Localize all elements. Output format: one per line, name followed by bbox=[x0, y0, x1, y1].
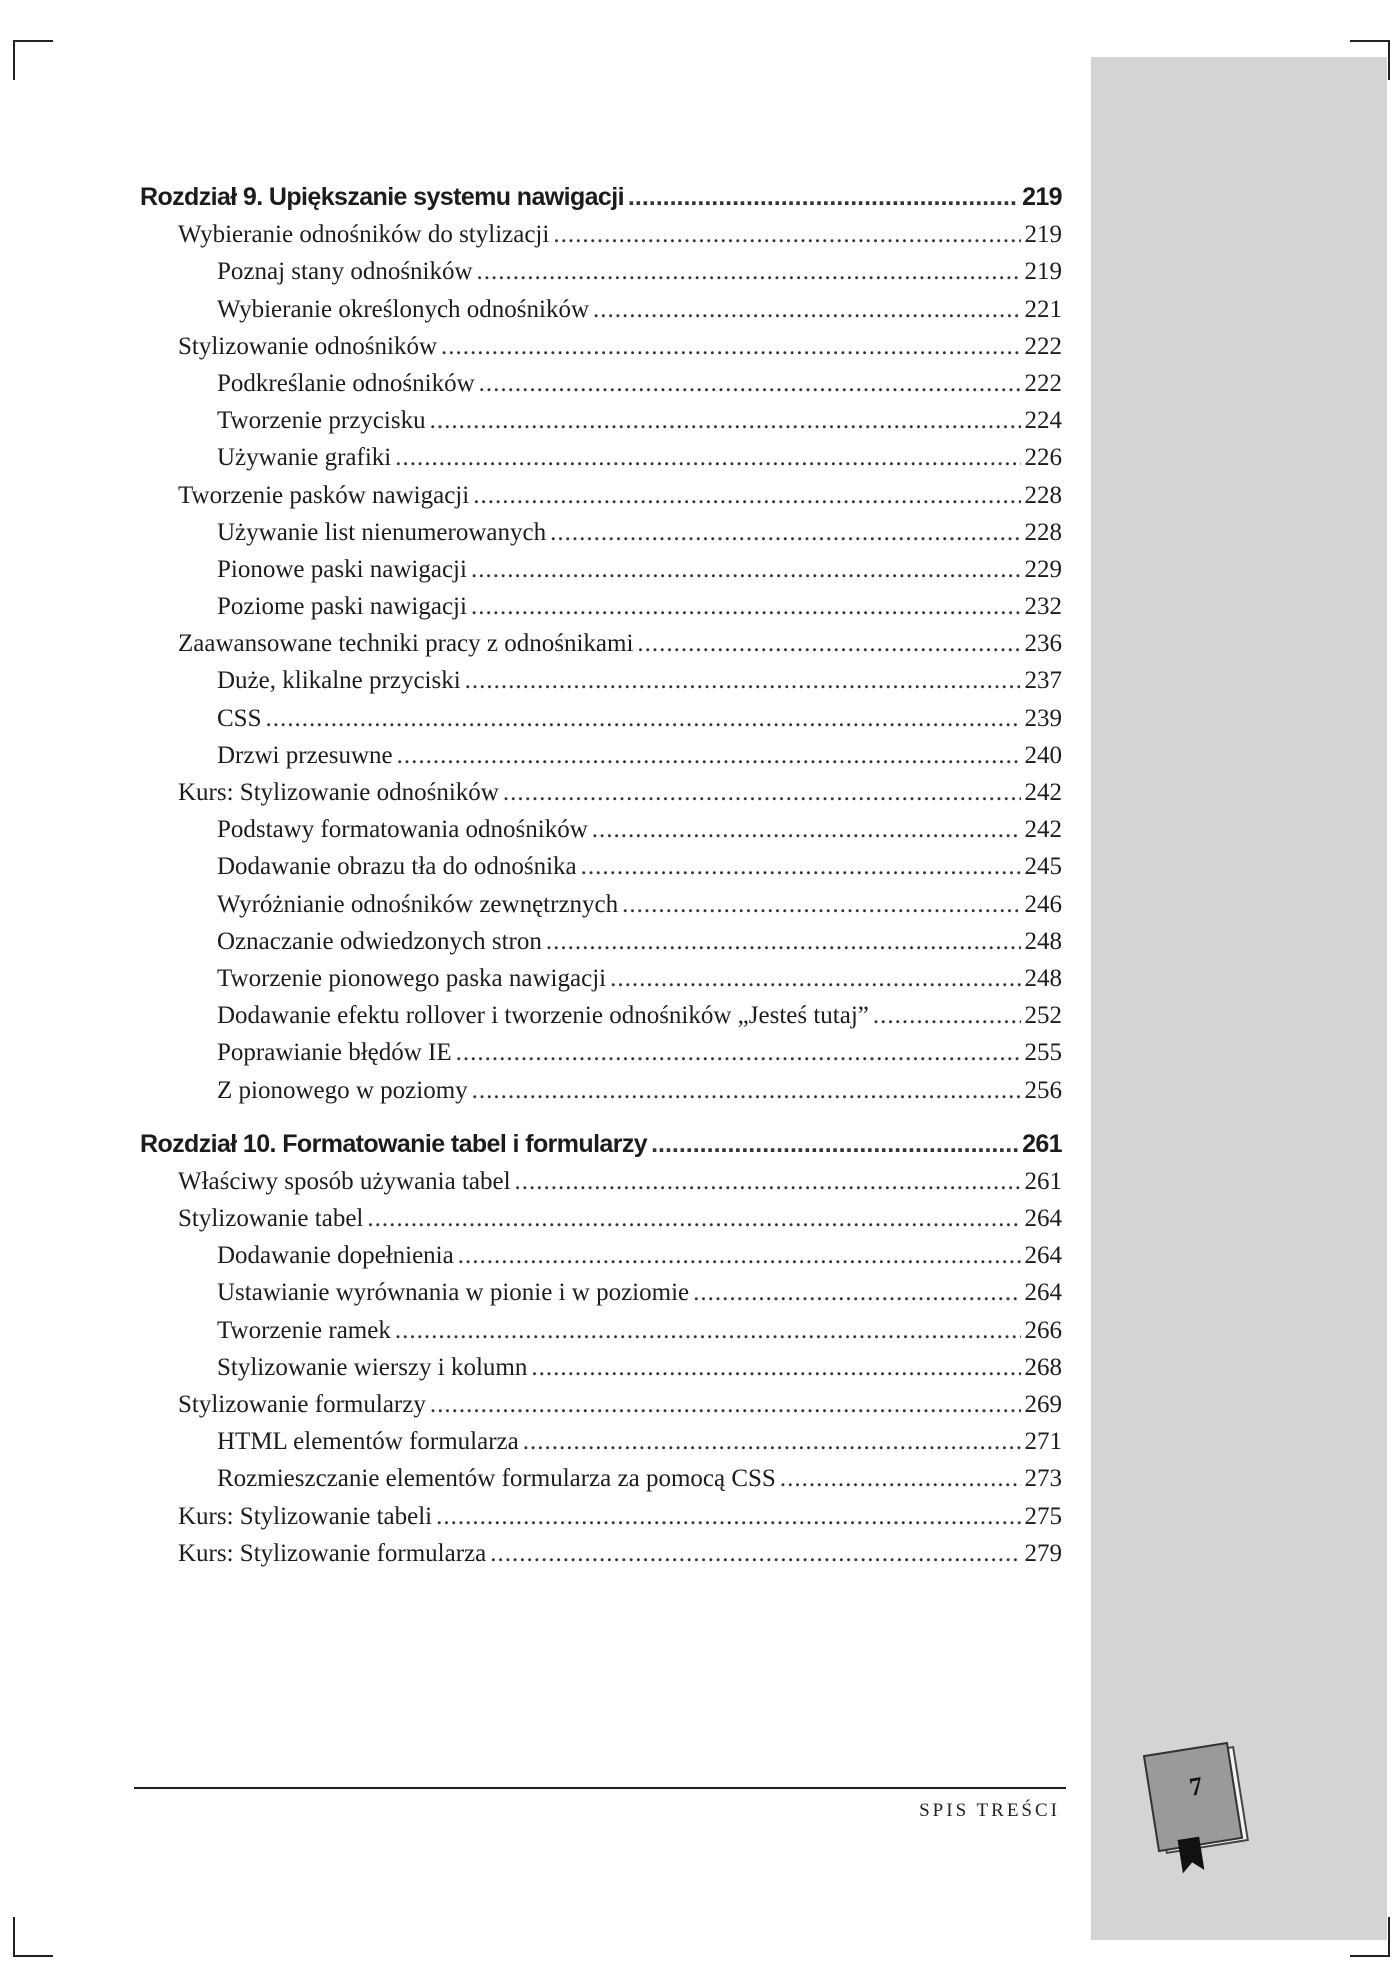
toc-subsection-entry[interactable] bbox=[140, 1312, 1062, 1349]
toc-entry-title: Dodawanie efektu rollover i tworzenie odnośników „Jesteś tutaj” bbox=[217, 1002, 869, 1030]
dot-leader bbox=[610, 960, 1020, 997]
toc-entry-title: Tworzenie przycisku bbox=[217, 407, 426, 435]
toc-page-number: 268 bbox=[1024, 1353, 1062, 1381]
dot-leader bbox=[471, 551, 1021, 588]
toc-page-number: 246 bbox=[1024, 890, 1062, 918]
toc-entry-title: Poziome paski nawigacji bbox=[217, 593, 467, 621]
toc-entry-title: Używanie list nienumerowanych bbox=[217, 518, 547, 546]
page-number: 7 bbox=[1187, 1771, 1205, 1802]
toc-page-number: 255 bbox=[1024, 1039, 1062, 1067]
toc-page-number: 224 bbox=[1024, 407, 1062, 435]
toc-subsection-entry[interactable] bbox=[140, 439, 1062, 476]
toc-section-entry[interactable] bbox=[140, 625, 1062, 662]
toc-entry-title: Właściwy sposób używania tabel bbox=[178, 1167, 511, 1195]
toc-entry-title: Stylizowanie formularzy bbox=[178, 1391, 426, 1418]
toc-page-number: 273 bbox=[1024, 1465, 1062, 1493]
toc-page-number: 232 bbox=[1024, 593, 1062, 621]
toc-entry-title: Z pionowego w poziomy bbox=[217, 1076, 468, 1104]
dot-leader bbox=[477, 253, 1021, 290]
toc-page-number: 237 bbox=[1024, 667, 1062, 695]
toc-page-number: 219 bbox=[1024, 258, 1062, 286]
crop-mark-bottom-left bbox=[13, 1917, 53, 1957]
toc-page-number: 242 bbox=[1024, 779, 1062, 806]
toc-entry-title: Poznaj stany odnośników bbox=[217, 258, 473, 286]
toc-entry-title: Dodawanie dopełnienia bbox=[217, 1242, 454, 1270]
toc-subsection-entry[interactable] bbox=[140, 848, 1062, 885]
dot-leader bbox=[693, 1274, 1020, 1311]
dot-leader bbox=[628, 179, 1018, 216]
toc-entry-title: Drzwi przesuwne bbox=[217, 741, 393, 769]
toc-page-number: 261 bbox=[1022, 1129, 1062, 1158]
toc-subsection-entry[interactable] bbox=[140, 662, 1062, 699]
toc-entry-title: Ustawianie wyrównania w pionie i w poziomie bbox=[217, 1279, 690, 1307]
dot-leader bbox=[395, 1312, 1021, 1349]
dot-leader bbox=[592, 811, 1021, 848]
dot-leader bbox=[550, 514, 1020, 551]
dot-leader bbox=[458, 1237, 1021, 1274]
toc-page-number: 248 bbox=[1024, 927, 1062, 955]
toc-entry-title: Tworzenie pasków nawigacji bbox=[178, 481, 470, 509]
toc-entry-title: CSS bbox=[217, 704, 262, 732]
crop-mark-top-left bbox=[13, 40, 53, 80]
toc-subsection-entry[interactable] bbox=[140, 1072, 1062, 1109]
toc-subsection-entry[interactable] bbox=[140, 514, 1062, 551]
toc-entry-title: Tworzenie ramek bbox=[217, 1316, 391, 1344]
toc-subsection-entry[interactable] bbox=[140, 811, 1062, 848]
dot-leader bbox=[471, 588, 1021, 625]
dot-leader bbox=[523, 1423, 1021, 1460]
toc-entry-title: Rozmieszczanie elementów formularza za pomocą CSS bbox=[217, 1465, 776, 1493]
toc-entry-title: Używanie grafiki bbox=[217, 444, 392, 472]
toc-page-number: 222 bbox=[1024, 369, 1062, 397]
toc-subsection-entry[interactable] bbox=[140, 291, 1062, 328]
dot-leader bbox=[546, 923, 1021, 960]
dot-leader bbox=[430, 1386, 1021, 1423]
toc-page-number: 221 bbox=[1024, 295, 1062, 323]
toc-subsection-entry[interactable] bbox=[140, 997, 1062, 1034]
toc-subsection-entry[interactable] bbox=[140, 1423, 1062, 1460]
toc-entry-title: Kurs: Stylizowanie tabeli bbox=[178, 1502, 433, 1530]
toc-subsection-entry[interactable] bbox=[140, 551, 1062, 588]
dot-leader bbox=[479, 365, 1021, 402]
toc-page-number: 266 bbox=[1024, 1316, 1062, 1344]
toc-page-number: 242 bbox=[1024, 816, 1062, 844]
toc-page-number: 228 bbox=[1024, 481, 1062, 509]
page-side-band bbox=[1091, 57, 1387, 1940]
toc-subsection-entry[interactable] bbox=[140, 1034, 1062, 1071]
toc-entry-title: Oznaczanie odwiedzonych stron bbox=[217, 927, 542, 955]
dot-leader bbox=[515, 1163, 1021, 1200]
toc-page-number: 264 bbox=[1024, 1205, 1062, 1233]
toc-page-number: 252 bbox=[1024, 1002, 1062, 1030]
dot-leader bbox=[553, 216, 1020, 253]
toc-subsection-entry[interactable] bbox=[140, 737, 1062, 774]
dot-leader bbox=[531, 1349, 1020, 1386]
toc-entry-title: Stylizowanie odnośników bbox=[178, 332, 438, 360]
toc-section-entry[interactable] bbox=[140, 1535, 1062, 1572]
dot-leader bbox=[593, 291, 1020, 328]
toc-entry-title: Kurs: Stylizowanie formularza bbox=[178, 1539, 487, 1567]
toc-page-number: 245 bbox=[1024, 853, 1062, 881]
toc-entry-title: Stylizowanie wierszy i kolumn bbox=[217, 1353, 528, 1381]
dot-leader bbox=[397, 737, 1021, 774]
toc-entry-title: Stylizowanie tabel bbox=[178, 1205, 364, 1233]
toc-entry-title: Dodawanie obrazu tła do odnośnika bbox=[217, 853, 577, 881]
toc-section-entry[interactable] bbox=[140, 1386, 1062, 1423]
toc-entry-title: Rozdział 9. Upiększanie systemu nawigacji bbox=[140, 183, 624, 211]
toc-section-entry[interactable] bbox=[140, 1200, 1062, 1237]
dot-leader bbox=[622, 886, 1020, 923]
toc-subsection-entry[interactable] bbox=[140, 1349, 1062, 1386]
toc-page-number: 239 bbox=[1024, 704, 1062, 732]
toc-subsection-entry[interactable] bbox=[140, 1237, 1062, 1274]
toc-page-number: 271 bbox=[1024, 1428, 1062, 1456]
toc-subsection-entry[interactable] bbox=[140, 923, 1062, 960]
toc-chapter-heading[interactable] bbox=[140, 179, 1062, 216]
toc-entry-title: HTML elementów formularza bbox=[217, 1428, 519, 1456]
table-of-contents bbox=[140, 179, 1062, 1572]
dot-leader bbox=[651, 1126, 1018, 1163]
toc-section-entry[interactable] bbox=[140, 216, 1062, 253]
toc-subsection-entry[interactable] bbox=[140, 588, 1062, 625]
toc-section-entry[interactable] bbox=[140, 1163, 1062, 1200]
toc-page-number: 275 bbox=[1024, 1502, 1062, 1530]
dot-leader bbox=[265, 700, 1020, 737]
footer-section-label: SPIS TREŚCI bbox=[919, 1800, 1060, 1821]
toc-page-number: 219 bbox=[1024, 221, 1062, 249]
toc-page-number: 248 bbox=[1024, 964, 1062, 992]
toc-entry-title: Poprawianie błędów IE bbox=[217, 1039, 452, 1067]
dot-leader bbox=[473, 477, 1020, 514]
dot-leader bbox=[873, 997, 1021, 1034]
toc-page-number: 256 bbox=[1024, 1076, 1062, 1104]
toc-entry-title: Pionowe paski nawigacji bbox=[217, 555, 467, 583]
toc-page-number: 228 bbox=[1024, 518, 1062, 546]
toc-subsection-entry[interactable] bbox=[140, 1460, 1062, 1497]
toc-chapter-heading[interactable] bbox=[140, 1126, 1062, 1163]
toc-entry-title: Zaawansowane techniki pracy z odnośnikami bbox=[178, 630, 634, 658]
toc-subsection-entry[interactable] bbox=[140, 253, 1062, 290]
toc-page-number: 229 bbox=[1024, 555, 1062, 583]
toc-entry-title: Tworzenie pionowego paska nawigacji bbox=[217, 964, 607, 992]
toc-subsection-entry[interactable] bbox=[140, 1274, 1062, 1311]
toc-section-entry[interactable] bbox=[140, 477, 1062, 514]
toc-entry-title: Duże, klikalne przyciski bbox=[217, 667, 461, 695]
toc-chapter bbox=[140, 179, 1062, 1109]
toc-entry-title: Podkreślanie odnośników bbox=[217, 369, 475, 397]
toc-page-number: 261 bbox=[1024, 1167, 1062, 1195]
toc-entry-title: Wybieranie odnośników do stylizacji bbox=[178, 221, 550, 249]
toc-entry-title: Kurs: Stylizowanie odnośników bbox=[178, 779, 499, 806]
toc-page-number: 226 bbox=[1024, 444, 1062, 472]
toc-subsection-entry[interactable] bbox=[140, 886, 1062, 923]
dot-leader bbox=[503, 774, 1021, 811]
toc-subsection-entry[interactable] bbox=[140, 700, 1062, 737]
book-icon bbox=[1146, 1742, 1256, 1877]
toc-section-entry[interactable] bbox=[140, 774, 1062, 811]
toc-chapter bbox=[140, 1126, 1062, 1572]
toc-subsection-entry[interactable] bbox=[140, 402, 1062, 439]
toc-page-number: 264 bbox=[1024, 1279, 1062, 1307]
toc-section-entry[interactable] bbox=[140, 328, 1062, 365]
dot-leader bbox=[430, 402, 1021, 439]
toc-subsection-entry[interactable] bbox=[140, 365, 1062, 402]
dot-leader bbox=[465, 662, 1021, 699]
dot-leader bbox=[395, 439, 1020, 476]
dot-leader bbox=[441, 328, 1020, 365]
toc-entry-title: Rozdział 10. Formatowanie tabel i formularzy bbox=[140, 1129, 648, 1158]
toc-entry-title: Wyróżnianie odnośników zewnętrznych bbox=[217, 890, 619, 918]
toc-page-number: 269 bbox=[1024, 1391, 1062, 1418]
toc-page-number: 264 bbox=[1024, 1242, 1062, 1270]
dot-leader bbox=[472, 1072, 1021, 1109]
dot-leader bbox=[581, 848, 1021, 885]
toc-page-number: 219 bbox=[1022, 183, 1062, 211]
dot-leader bbox=[456, 1034, 1021, 1071]
toc-page-number: 279 bbox=[1024, 1539, 1062, 1567]
footer-divider bbox=[134, 1787, 1066, 1789]
toc-page-number: 240 bbox=[1024, 741, 1062, 769]
dot-leader bbox=[490, 1535, 1020, 1572]
toc-subsection-entry[interactable] bbox=[140, 960, 1062, 997]
toc-entry-title: Podstawy formatowania odnośników bbox=[217, 816, 588, 844]
dot-leader bbox=[637, 625, 1020, 662]
dot-leader bbox=[780, 1460, 1021, 1497]
toc-page-number: 236 bbox=[1024, 630, 1062, 658]
toc-entry-title: Wybieranie określonych odnośników bbox=[217, 295, 590, 323]
dot-leader bbox=[367, 1200, 1020, 1237]
dot-leader bbox=[436, 1498, 1020, 1535]
toc-page-number: 222 bbox=[1024, 332, 1062, 360]
toc-section-entry[interactable] bbox=[140, 1498, 1062, 1535]
